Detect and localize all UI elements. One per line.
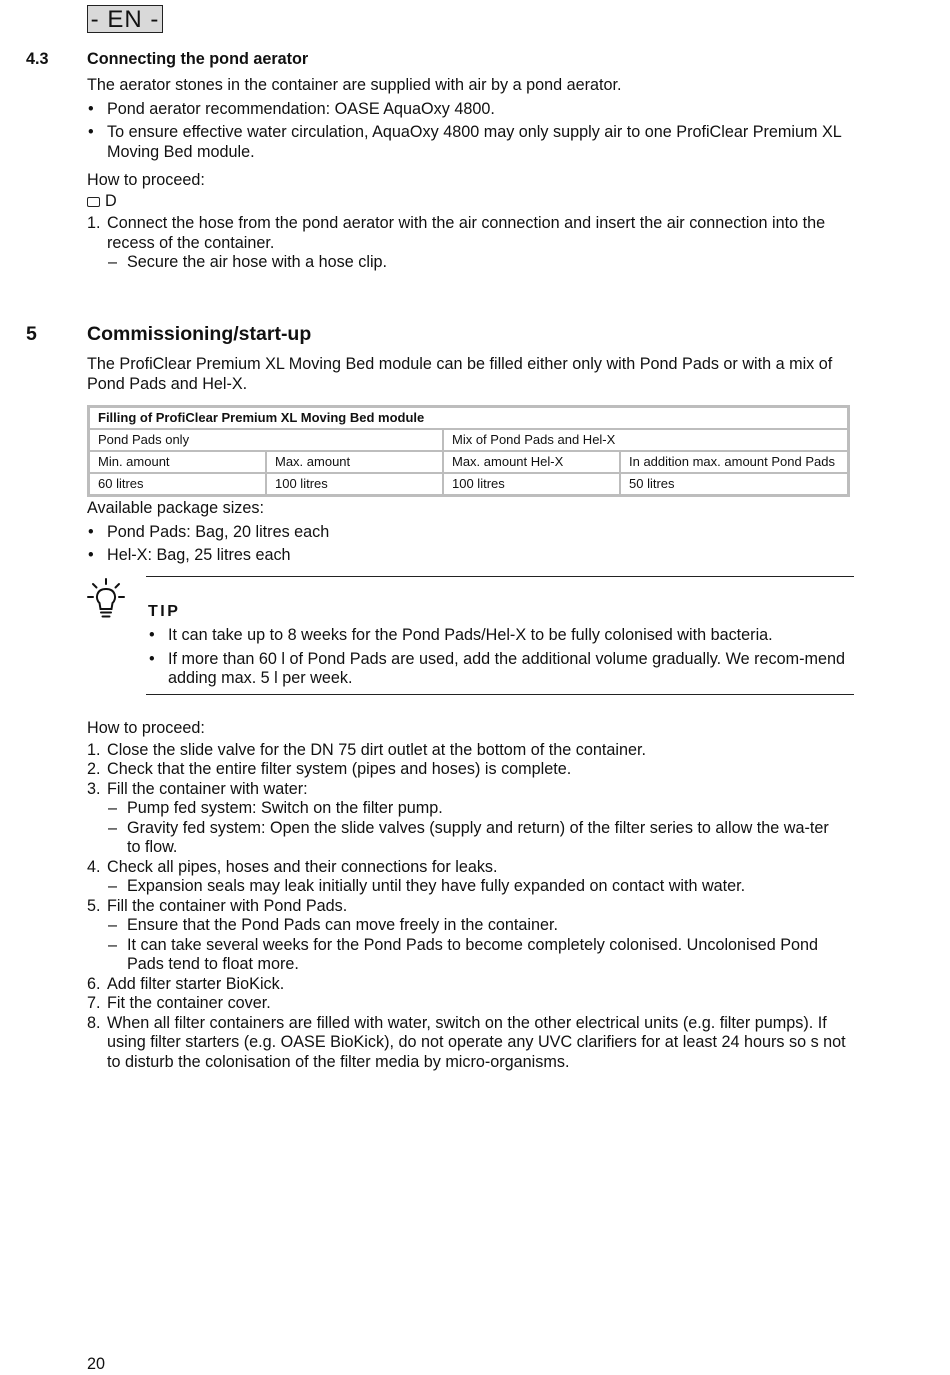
table-column-header: Max. amount [266,451,443,473]
tip-label: TIP [148,603,181,620]
list-item: • Hel-X: Bag, 25 litres each [87,546,857,566]
package-sizes [87,499,857,566]
section-5-intro-text: The ProfiClear Premium XL Moving Bed module can be filled either only with Pond Pads or with a mix of Pond Pads and Hel-X. [87,355,833,393]
substep-item: – Expansion seals may leak initially until they have fully expanded on contact with water. [107,877,852,897]
step-item [87,760,852,780]
table-row [89,451,848,473]
step-text: Check all pipes, hoses and their connections for leaks. [107,857,498,876]
step-text: Fit the container cover. [107,994,271,1012]
table-column-header: Max. amount Hel-X [443,451,620,473]
list-item: • To ensure effective water circulation, AquaOxy 4800 may only supply air to one ProfiClear Premium XL Moving Bed module. [87,123,857,162]
step-substeps [107,799,852,858]
list-item: • It can take up to 8 weeks for the Pond Pads/Hel-X to be fully colonised with bacteria. [148,626,848,646]
page-number: 20 [87,1355,106,1373]
substep-item: – Ensure that the Pond Pads can move freely in the container. [107,916,852,936]
list-item: • If more than 60 l of Pond Pads are used, add the additional volume gradually. We recom-mend adding max. 5 l per week. [148,650,848,689]
package-sizes-label: Available package sizes: [87,499,264,517]
section-4-3-bullets [87,100,857,163]
step-item [87,897,852,975]
substep-item: – Secure the air hose with a hose clip. [107,253,857,273]
step-text: Check that the entire filter system (pipes and hoses) is complete. [107,760,572,778]
table-title: Filling of ProfiClear Premium XL Moving Bed module [89,407,848,429]
table-row [89,473,848,495]
section-5-number: 5 [26,323,37,345]
table-cell: 60 litres [89,473,266,495]
step-text: When all filter containers are filled with water, switch on the other electrical units (e.g. filter pumps). If using filter starters (e.g. OASE BioKick), do not operate any UVC clarifiers for at least 24 hours so s not to disturb the colonisation of the filter media by micro-organisms. [107,1013,846,1071]
book-icon [87,197,100,207]
step-item [87,780,852,858]
section-4-3-number: 4.3 [26,50,49,68]
step-text: Close the slide valve for the DN 75 dirt outlet at the bottom of the container. [107,740,646,759]
list-item: • Pond aerator recommendation: OASE AquaOxy 4800. [87,100,857,120]
how-to-proceed-label: How to proceed: [87,171,205,189]
step-number: 4. [87,857,101,876]
step-number: 7. [87,994,101,1012]
step-text: Add filter starter BioKick. [107,974,285,993]
section-4-3-title: Connecting the pond aerator [87,50,309,68]
filling-table [87,405,850,497]
substep-item: – Pump fed system: Switch on the filter pump. [107,799,832,819]
package-sizes-list [87,523,857,566]
table-group-header: Mix of Pond Pads and Hel-X [443,429,848,451]
section-5-steps [87,741,852,1073]
step-number: 5. [87,896,101,915]
step-text: Fill the container with water: [107,779,308,798]
step-item [87,741,852,761]
tip-list [148,626,848,689]
step-item [87,214,857,273]
table-cell: 100 litres [266,473,443,495]
table-group-header: Pond Pads only [89,429,443,451]
table-column-header: Min. amount [89,451,266,473]
step-item [87,975,852,995]
step-number: 3. [87,779,101,798]
step-number: 8. [87,1013,101,1032]
section-4-3-steps [87,214,857,273]
section-4-3-body [87,76,857,162]
table-cell: 50 litres [620,473,848,495]
step-substeps [107,253,857,273]
list-item: • Pond Pads: Bag, 20 litres each [87,523,857,543]
table-row [89,429,848,451]
step-number: 6. [87,974,101,993]
step-number: 1. [87,740,101,759]
table-cell: 100 litres [443,473,620,495]
step-text: Connect the hose from the pond aerator with the air connection and insert the air connection into the recess of the container. [107,214,826,252]
step-item [87,994,852,1014]
tip-content [148,626,848,689]
section-5-procedure [87,719,852,1072]
lightbulb-icon [86,577,126,621]
section-4-3-intro: The aerator stones in the container are supplied with air by a pond aerator. [87,76,622,94]
step-substeps [107,916,852,975]
step-text: Fill the container with Pond Pads. [107,896,348,915]
figure-reference-letter: D [105,191,117,210]
step-item [87,1014,852,1073]
step-substeps [107,877,852,897]
step-item [87,858,852,897]
section-4-3-procedure [87,171,857,273]
table-column-header: In addition max. amount Pond Pads [620,451,848,473]
language-tab: - EN - [87,5,163,33]
tip-bottom-rule [146,694,854,695]
figure-reference [87,192,857,212]
section-5-intro [87,355,857,394]
tip-top-rule [146,576,854,577]
substep-item: – It can take several weeks for the Pond Pads to become completely colonised. Uncolonised Pond Pads tend to float more. [107,936,852,975]
table-row [89,407,848,429]
step-number: 1. [87,214,101,232]
substep-item: – Gravity fed system: Open the slide valves (supply and return) of the filter series to allow the wa-ter to flow. [107,819,832,858]
step-number: 2. [87,760,101,778]
section-5-title: Commissioning/start-up [87,323,312,345]
how-to-proceed-label: How to proceed: [87,719,205,737]
